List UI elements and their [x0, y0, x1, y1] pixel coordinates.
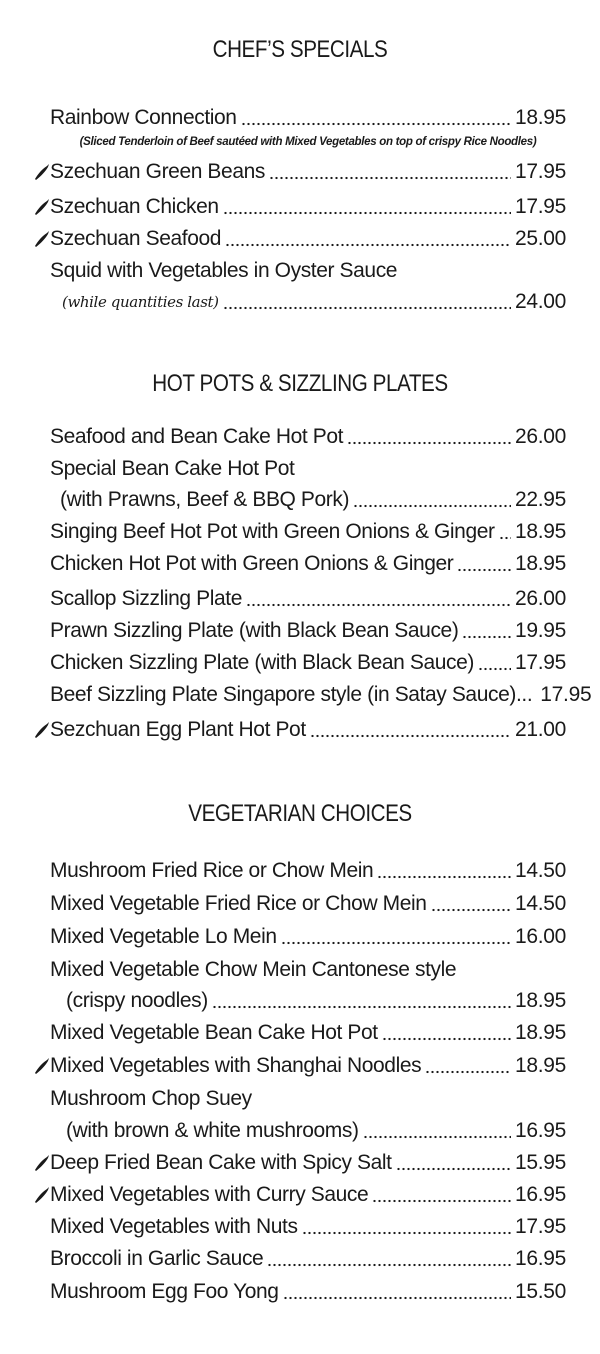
dot-leader: [377, 875, 511, 879]
menu-item: [50, 287, 566, 317]
menu-item-name: Mushroom Fried Rice or Chow Mein: [50, 859, 374, 882]
menu-item-name: Szechuan Seafood: [50, 227, 222, 250]
menu-item: [50, 922, 566, 952]
chili-pepper-icon: [32, 1057, 50, 1075]
menu-item-price: 26.00: [514, 425, 566, 448]
menu-item-price: 18.95: [514, 520, 566, 543]
menu-item: [50, 192, 566, 222]
menu-item-name: Chicken Hot Pot with Green Onions & Ginger: [50, 552, 454, 575]
menu-item: [50, 715, 566, 745]
menu-item-name: Squid with Vegetables in Oyster Sauce: [50, 259, 398, 282]
menu-item-price: 17.95: [514, 160, 566, 183]
menu-item: [50, 616, 566, 646]
menu-item-name: Mushroom Chop Suey: [50, 1087, 252, 1110]
menu-item: [50, 422, 566, 452]
menu-item-name: Szechuan Chicken: [50, 195, 219, 218]
menu-item: [50, 224, 566, 254]
dot-leader: [396, 1167, 511, 1171]
dot-leader: [382, 1037, 511, 1041]
dot-leader: [363, 1135, 511, 1139]
dot-leader: [246, 603, 511, 607]
menu-item-subline: (with Prawns, Beef & BBQ Pork): [60, 488, 350, 511]
chili-pepper-icon: [32, 1154, 50, 1172]
menu-item-price: 19.95: [514, 619, 566, 642]
menu-item: [50, 157, 566, 187]
menu-item-name: Prawn Sizzling Plate (with Black Bean Sauce): [50, 619, 459, 642]
menu-item: [50, 1148, 566, 1178]
menu-item-name: Deep Fried Bean Cake with Spicy Salt: [50, 1151, 392, 1174]
menu-item-name: Mixed Vegetable Fried Rice or Chow Mein: [50, 892, 427, 915]
dot-leader: [431, 908, 511, 912]
menu-item-price: 24.00: [514, 290, 566, 313]
menu-item-price: 16.95: [514, 1119, 566, 1142]
section-title-vegetarian: VEGETARIAN CHOICES: [188, 800, 412, 827]
menu-item-name: Beef Sizzling Plate Singapore style (in Satay Sauce)...: [50, 683, 533, 706]
menu-item: [50, 1277, 566, 1307]
chili-pepper-icon: [32, 1186, 50, 1204]
dot-leader: [302, 1231, 511, 1235]
dot-leader: [223, 306, 511, 310]
dot-leader: [499, 536, 511, 540]
menu-item-price: 18.95: [514, 552, 566, 575]
chili-pepper-icon: [32, 721, 50, 739]
menu-item: [50, 103, 566, 133]
section-title-hot-pots: HOT POTS & SIZZLING PLATES: [152, 370, 448, 397]
menu-item-price: 18.95: [514, 1054, 566, 1077]
chili-pepper-icon: [32, 163, 50, 181]
dot-leader: [310, 734, 511, 738]
menu-item-price: 18.95: [514, 1021, 566, 1044]
menu-item: [50, 986, 566, 1016]
dot-leader: [372, 1199, 511, 1203]
dot-leader: [457, 568, 511, 572]
menu-item-price: 26.00: [514, 587, 566, 610]
menu-item: [50, 889, 566, 919]
menu-item: [50, 485, 566, 515]
menu-item: [50, 1244, 566, 1274]
dot-leader: [283, 1296, 511, 1300]
dot-leader: [267, 1263, 511, 1267]
menu-item-name: Mushroom Egg Foo Yong: [50, 1280, 279, 1303]
menu-item-price: 21.00: [514, 718, 566, 741]
menu-item-price: 17.95: [540, 683, 592, 706]
menu-item: [50, 680, 592, 710]
menu-item-price: 18.95: [514, 989, 566, 1012]
menu-item: [50, 517, 566, 547]
menu-item-name: Chicken Sizzling Plate (with Black Bean Sauce): [50, 651, 474, 674]
menu-item: [50, 1051, 566, 1081]
menu-item-price: 16.95: [514, 1247, 566, 1270]
menu-item-name: Szechuan Green Beans: [50, 160, 265, 183]
menu-item-description: (Sliced Tenderloin of Beef sautéed with Mixed Vegetables on top of crispy Rice Noodles): [79, 136, 537, 148]
dot-leader: [223, 211, 511, 215]
menu-item-name: Mixed Vegetables with Curry Sauce: [50, 1183, 369, 1206]
menu-item-name: Mixed Vegetable Lo Mein: [50, 925, 277, 948]
menu-item-price: 17.95: [514, 1215, 566, 1238]
menu-item-price: 15.95: [514, 1151, 566, 1174]
dot-leader: [353, 504, 511, 508]
menu-item-name: Scallop Sizzling Plate: [50, 587, 242, 610]
menu-item-price: 22.95: [514, 488, 566, 511]
menu-item-price: 14.50: [514, 892, 566, 915]
menu-item-name: Seafood and Bean Cake Hot Pot: [50, 425, 344, 448]
menu-item-name: Mixed Vegetable Bean Cake Hot Pot: [50, 1021, 378, 1044]
dot-leader: [347, 441, 511, 445]
menu-item-name: Singing Beef Hot Pot with Green Onions & Ginger: [50, 520, 495, 543]
menu-item-name: Mixed Vegetables with Nuts: [50, 1215, 298, 1238]
menu-item-name: Mixed Vegetable Chow Mein Cantonese style: [50, 958, 457, 981]
menu-item: [50, 549, 566, 579]
menu-item-subline: (crispy noodles): [66, 989, 208, 1012]
menu-item-price: 16.00: [514, 925, 566, 948]
menu-item: [50, 1180, 566, 1210]
menu-item-name: Mixed Vegetables with Shanghai Noodles: [50, 1054, 422, 1077]
menu-item-name: Special Bean Cake Hot Pot: [50, 457, 295, 480]
menu-item-price: 17.95: [514, 651, 566, 674]
menu-item-subline: (with brown & white mushrooms): [66, 1119, 359, 1142]
menu-item-price: 16.95: [514, 1183, 566, 1206]
dot-leader: [241, 122, 511, 126]
dot-leader: [462, 635, 511, 639]
menu-item-price: 18.95: [514, 106, 566, 129]
dot-leader: [225, 243, 511, 247]
menu-item: [50, 584, 566, 614]
chili-pepper-icon: [32, 198, 50, 216]
dot-leader: [281, 941, 511, 945]
dot-leader: [425, 1070, 511, 1074]
menu-item-name: Broccoli in Garlic Sauce: [50, 1247, 264, 1270]
menu-item-subline: (while quantities last): [62, 293, 219, 311]
dot-leader: [212, 1005, 511, 1009]
dot-leader: [269, 176, 511, 180]
menu-item-price: 25.00: [514, 227, 566, 250]
menu-item: [50, 1116, 566, 1146]
menu-item-name: Rainbow Connection: [50, 106, 237, 129]
menu-item-price: 17.95: [514, 195, 566, 218]
menu-item: [50, 1212, 566, 1242]
menu-item-price: 14.50: [514, 859, 566, 882]
menu-item: [50, 856, 566, 886]
menu-item: [50, 1018, 566, 1048]
section-title-chefs-specials: CHEF’S SPECIALS: [212, 36, 388, 63]
menu-item-name: Sezchuan Egg Plant Hot Pot: [50, 718, 306, 741]
dot-leader: [478, 667, 511, 671]
menu-item-price: 15.50: [514, 1280, 566, 1303]
chili-pepper-icon: [32, 230, 50, 248]
menu-item: [50, 648, 566, 678]
